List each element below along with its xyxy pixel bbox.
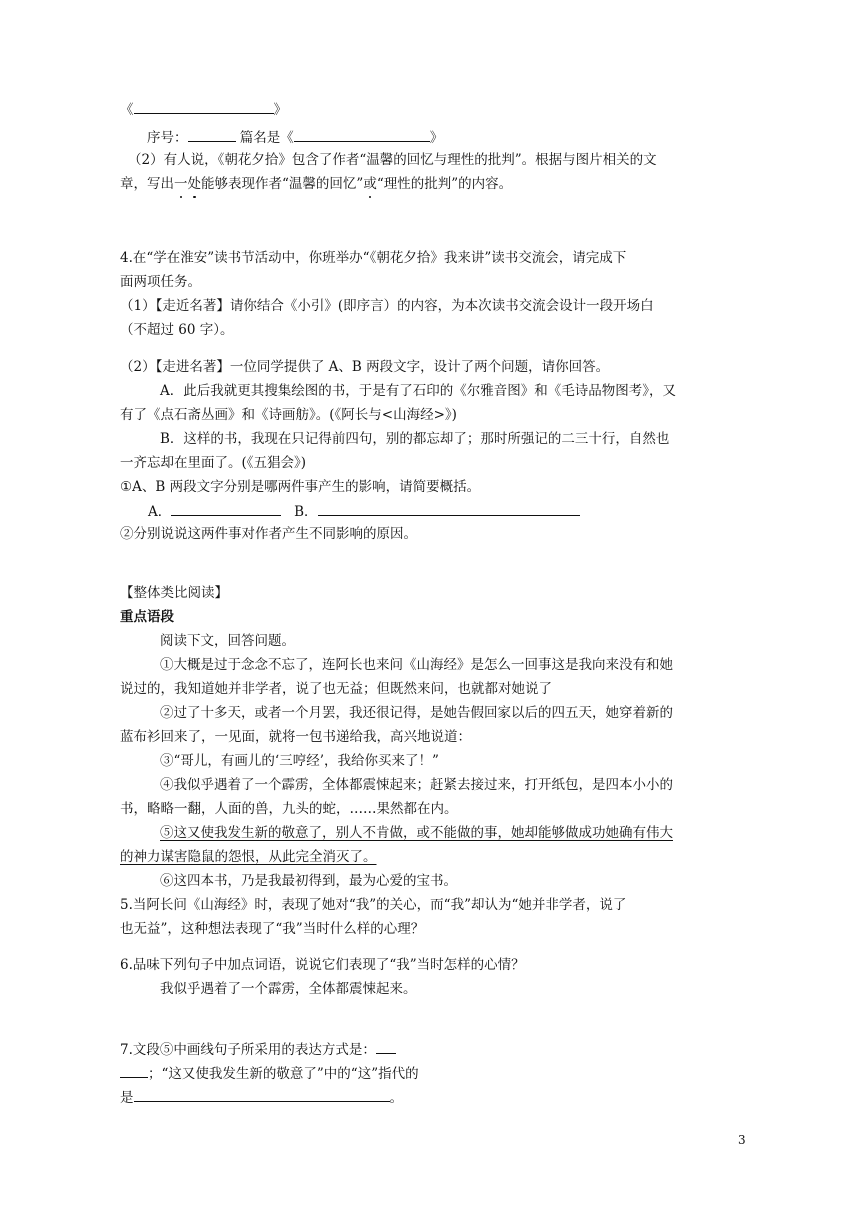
q3-serial-line [147,127,443,148]
section-heading: 【整体类比阅读】 [120,585,228,601]
q7-blank1-start [376,1039,396,1054]
q7-line3 [120,1087,403,1108]
q3-serial-blank [188,127,236,142]
passage-p2-line2: 蓝布衫回来了，一见面，就将一包书递给我，高兴地说道： [120,729,471,745]
passage-p4-line1: ④我似乎遇着了一个霹雳，全体都震悚起来；赶紧去接过来，打开纸包，是四本小小的 [160,777,673,793]
q3-chapter-blank [294,127,430,142]
q4-part2-line1: （2）【走进名著】一位同学提供了 A、B 两段文字，设计了两个问题，请你回答。 [120,359,610,375]
q4-line2: 面两项任务。 [120,274,201,290]
q4-part1-line2: （不超过 60 字）。 [120,322,234,338]
q7-text: ；“这又使我发生新的敬意了”中的“这”指代的 [148,1066,419,1082]
passage-p5-underlined-line2: 的神力谋害隐鼠的怨恨，从此完全消灭了。 [120,849,377,865]
q4-subquestion2: ②分别说说这两件事对作者产生不同影响的原因。 [120,526,417,542]
q4-line1: 4.在“学在淮安”读书节活动中，你班举办“《朝花夕拾》我来讲”读书交流会，请完成下 [120,250,627,266]
q4-subquestion1: ①A、B 两段文字分别是哪两件事产生的影响，请简要概括。 [120,479,481,495]
q7-line2 [120,1063,419,1084]
q3-title-blank-line [120,99,287,120]
q3-chapter-label: 篇名是《 [239,130,294,146]
passage-p2-line1: ②过了十多天，或者一个月罢，我还很记得，是她告假回家以后的四五天，她穿着新的 [160,705,673,721]
page-number: 3 [738,1133,746,1147]
q7-text: 。 [389,1090,403,1106]
q3-serial-label: 序号： [147,130,188,146]
q7-blank2 [134,1087,390,1102]
q4-passage-b-line1: B．这样的书，我现在只记得前四句，别的都忘却了；那时所强记的二三十行，自然也 [160,431,670,447]
q6-example-sentence: 我似乎遇着了一个霹雳，全体都震悚起来。 [160,981,417,997]
q3-open-bracket: 《 [120,102,134,118]
q5-line2: 也无益”，这种想法表现了“我”当时什么样的心理？ [120,921,425,937]
q7-blank1-end [120,1063,148,1078]
q3-dotted-char-huo: 或 [363,176,377,192]
q4-passage-b-line2: 一齐忘却在里面了。(《五猖会》) [120,455,307,471]
q7-line1 [120,1039,396,1060]
section-intro: 阅读下文，回答问题。 [160,633,295,649]
q3-title-blank [134,99,274,114]
q3-part2-line1: （2）有人说，《朝花夕拾》包含了作者“温馨的回忆与理性的批判”。根据与图片相关的文 [128,152,657,168]
q3-text: 章，写出 [120,176,174,192]
q4-answer-b-blank [318,501,580,516]
q4-part1-line1: （1）【走近名著】请你结合《小引》(即序言）的内容，为本次读书交流会设计一段开场白 [120,298,654,314]
passage-p6: ⑥这四本书，乃是我最初得到，最为心爱的宝书。 [160,873,457,889]
q3-text: “理性的批判”的内容。 [376,176,513,192]
q4-answer-a-blank [171,501,281,516]
q3-close-bracket: 》 [273,102,287,118]
q4-answer-line [148,501,580,522]
q3-dotted-char-yi: 一 [174,176,188,192]
q3-part2-line2 [120,174,512,194]
q4-answer-a-label: A． [148,504,172,520]
q7-text: 7.文段⑤中画线句子所采用的表达方式是： [120,1042,376,1058]
passage-p1-line1: ①大概是过于念念不忘了，连阿长也来问《山海经》是怎么一回事这是我向来没有和她 [160,657,673,673]
q3-chapter-close: 》 [429,130,444,146]
q3-dotted-char-chu: 处 [187,176,201,192]
passage-p1-line2: 说过的，我知道她并非学者，说了也无益；但既然来问，也就都对她说了 [120,681,552,697]
section-subheading: 重点语段 [120,609,174,625]
q4-passage-a-line2: 有了《点石斋丛画》和《诗画舫》。(《阿长与<山海经>》) [120,407,457,423]
q4-passage-a-line1: A．此后我就更其搜集绘图的书，于是有了石印的《尔雅音图》和《毛诗品物图考》，又 [160,383,676,399]
q4-answer-b-label: B． [294,504,318,520]
passage-p5-underlined-line1: ⑤这又使我发生新的敬意了，别人不肯做，或不能做的事，她却能够做成功她确有伟大 [160,825,673,841]
q6-line1: 6.品味下列句子中加点词语，说说它们表现了“我”当时怎样的心情？ [120,957,525,973]
q7-text: 是 [120,1090,134,1106]
q5-line1: 5.当阿长问《山海经》时，表现了她对“我”的关心，而“我”却认为“她并非学者，说了 [120,897,627,913]
passage-p4-line2: 书，略略一翻，人面的兽，九头的蛇，……果然都在内。 [120,801,458,817]
q3-text: 能够表现作者“温馨的回忆” [201,176,364,192]
passage-p3: ③“哥儿，有画儿的‘三哼经’，我给你买来了！” [160,753,439,769]
